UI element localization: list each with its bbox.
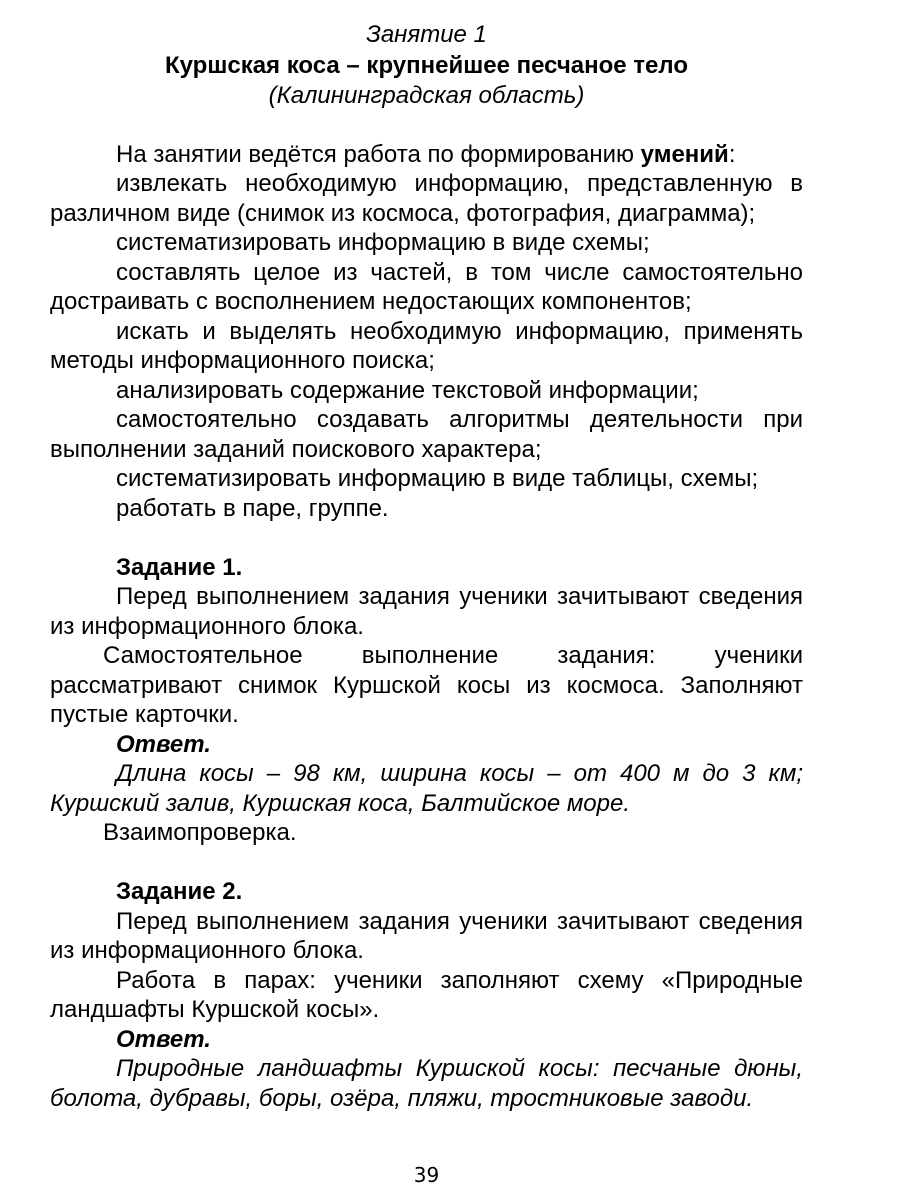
skill-item: составлять целое из частей, в том числе самостоятельно достраивать с восполнением недостающих компонентов; xyxy=(50,258,803,315)
task1-paragraph: Самостоятельное выполнение задания: ученики рассматривают снимок Куршской косы из космоса. Заполняют пустые карточки. xyxy=(50,642,803,728)
task1-paragraph: Перед выполнением задания ученики зачитывают сведения из информационного блока. xyxy=(50,583,803,640)
task2-paragraph: Работа в парах: ученики заполняют схему «Природные ландшафты Куршской косы». xyxy=(50,966,803,1023)
skill-item: систематизировать информацию в виде схемы; xyxy=(116,229,650,256)
lesson-title: Куршская коса – крупнейшее песчаное тело xyxy=(165,51,688,79)
task1-heading: Задание 1. xyxy=(116,553,243,581)
task1-answer-text: Длина косы – 98 км, ширина косы – от 400 м до 3 км; Куршский залив, Куршская коса, Балтийское море. xyxy=(50,760,803,817)
lesson-region: (Калининградская область) xyxy=(268,81,585,109)
document-page xyxy=(50,20,803,1113)
task2-answer-text: Природные ландшафты Куршской косы: песчаные дюны, болота, дубравы, боры, озёра, пляжи, тростниковые заводи. xyxy=(50,1055,803,1112)
task2-heading: Задание 2. xyxy=(116,878,243,905)
intro-paragraph xyxy=(50,140,803,170)
spacer xyxy=(50,110,803,140)
skill-item: работать в паре, группе. xyxy=(116,494,389,522)
skill-item: искать и выделять необходимую информацию, применять методы информационного поиска; xyxy=(50,317,803,374)
task1-check: Взаимопроверка. xyxy=(103,819,297,846)
skill-item: извлекать необходимую информацию, представленную в различном виде (снимок из космоса, фотография, диаграмма); xyxy=(50,170,803,227)
skill-item: анализировать содержание текстовой информации; xyxy=(116,376,699,404)
intro-lead: На занятии ведётся работа по формированию xyxy=(116,140,641,168)
task2-answer-label: Ответ. xyxy=(116,1025,211,1053)
intro-lead-end: : xyxy=(728,140,736,168)
task2-paragraph: Перед выполнением задания ученики зачитывают сведения из информационного блока. xyxy=(50,907,803,964)
lesson-number: Занятие 1 xyxy=(366,21,487,48)
skill-item: самостоятельно создавать алгоритмы деятельности при выполнении заданий поискового характера; xyxy=(50,406,803,463)
spacer xyxy=(50,523,803,553)
skill-item: систематизировать информацию в виде таблицы, схемы; xyxy=(116,465,759,492)
task1-answer-label: Ответ. xyxy=(116,730,211,758)
intro-lead-bold: умений xyxy=(640,140,729,168)
page-number: 39 xyxy=(413,1163,440,1187)
spacer xyxy=(50,848,803,878)
